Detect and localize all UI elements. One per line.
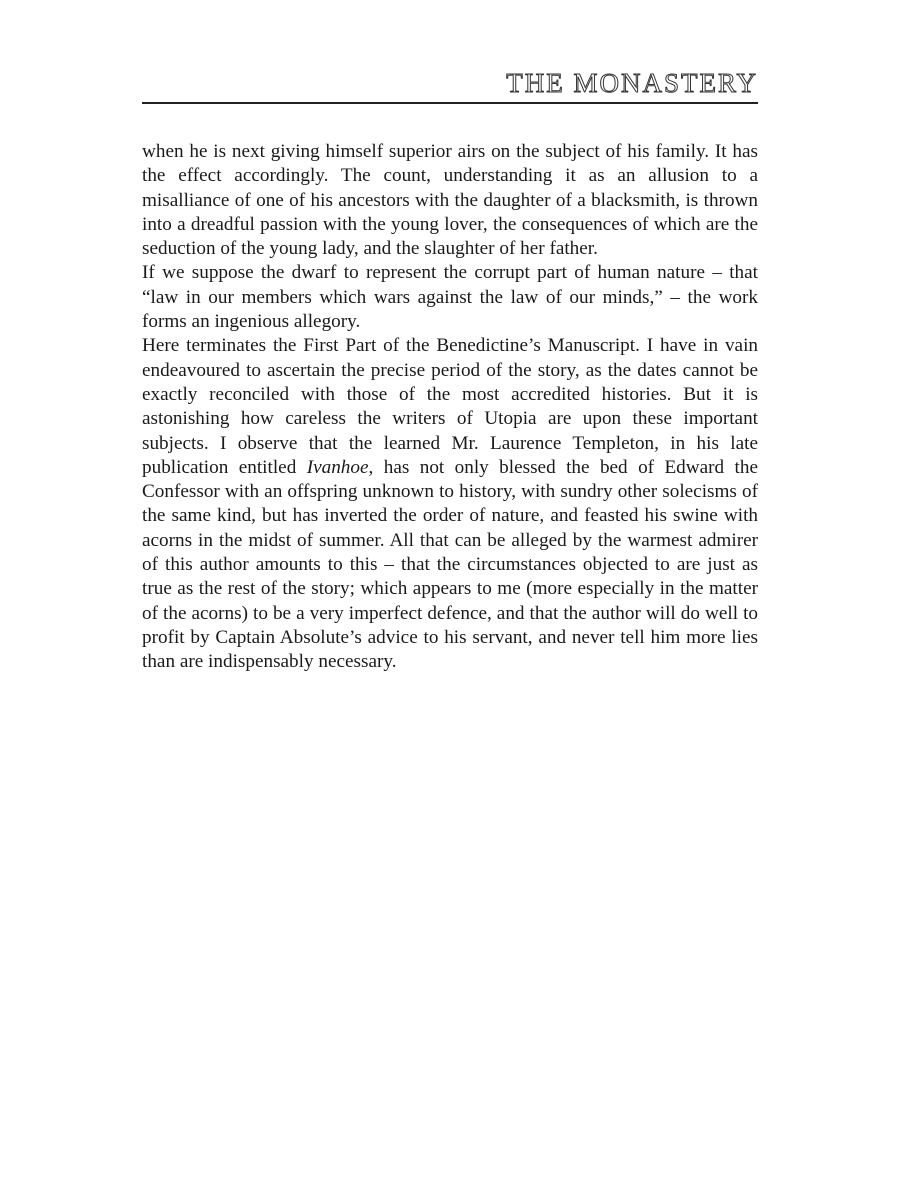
paragraph-3-text-end: , has not only blessed the bed of Edward the Confessor with an offspring unknown to history, with sundry other solecisms of the same kind, but has inverted the order of nature, and feasted his swine with acorns in the midst of summer. All that can be alleged by the warmest admirer of this author amounts to this – that the circumstances objected to are just as true as the rest of the story; which appears to me (more especially in the matter of the acorns) to be a very imperfect defence, and that the author will do well to profit by Captain Absolute’s advice to his servant, and never tell him more lies than are indispensably necessary. xyxy=(142,456,758,673)
paragraph-3 xyxy=(142,334,758,674)
body-text xyxy=(142,140,758,675)
paragraph-1: when he is next giving himself superior airs on the subject of his family. It has the effect accordingly. The count, understanding it as an allusion to a misalliance of one of his ancestors with the daughter of a blacksmith, is thrown into a dreadful passion with the young lover, the consequences of which are the seduction of the young lady, and the slaughter of her father. xyxy=(142,141,758,260)
paragraph-2: If we suppose the dwarf to represent the corrupt part of human nature – that “law in our members which wars against the law of our minds,” – the work forms an ingenious allegory. xyxy=(142,262,758,333)
book-title-ivanhoe: Ivanhoe xyxy=(306,456,369,478)
paragraph-3-text-start: Here terminates the First Part of the Benedictine’s Manuscript. I have in vain endeavoured to ascertain the precise period of the story, as the dates cannot be exactly reconciled with those of the most accredited histories. But it is astonishing how careless the writers of Utopia are upon these important subjects. I observe that the learned Mr. Laurence Templeton, in his late publication entitled xyxy=(142,335,758,478)
page-header xyxy=(142,66,758,104)
running-title: THE MONASTERY xyxy=(506,68,758,98)
